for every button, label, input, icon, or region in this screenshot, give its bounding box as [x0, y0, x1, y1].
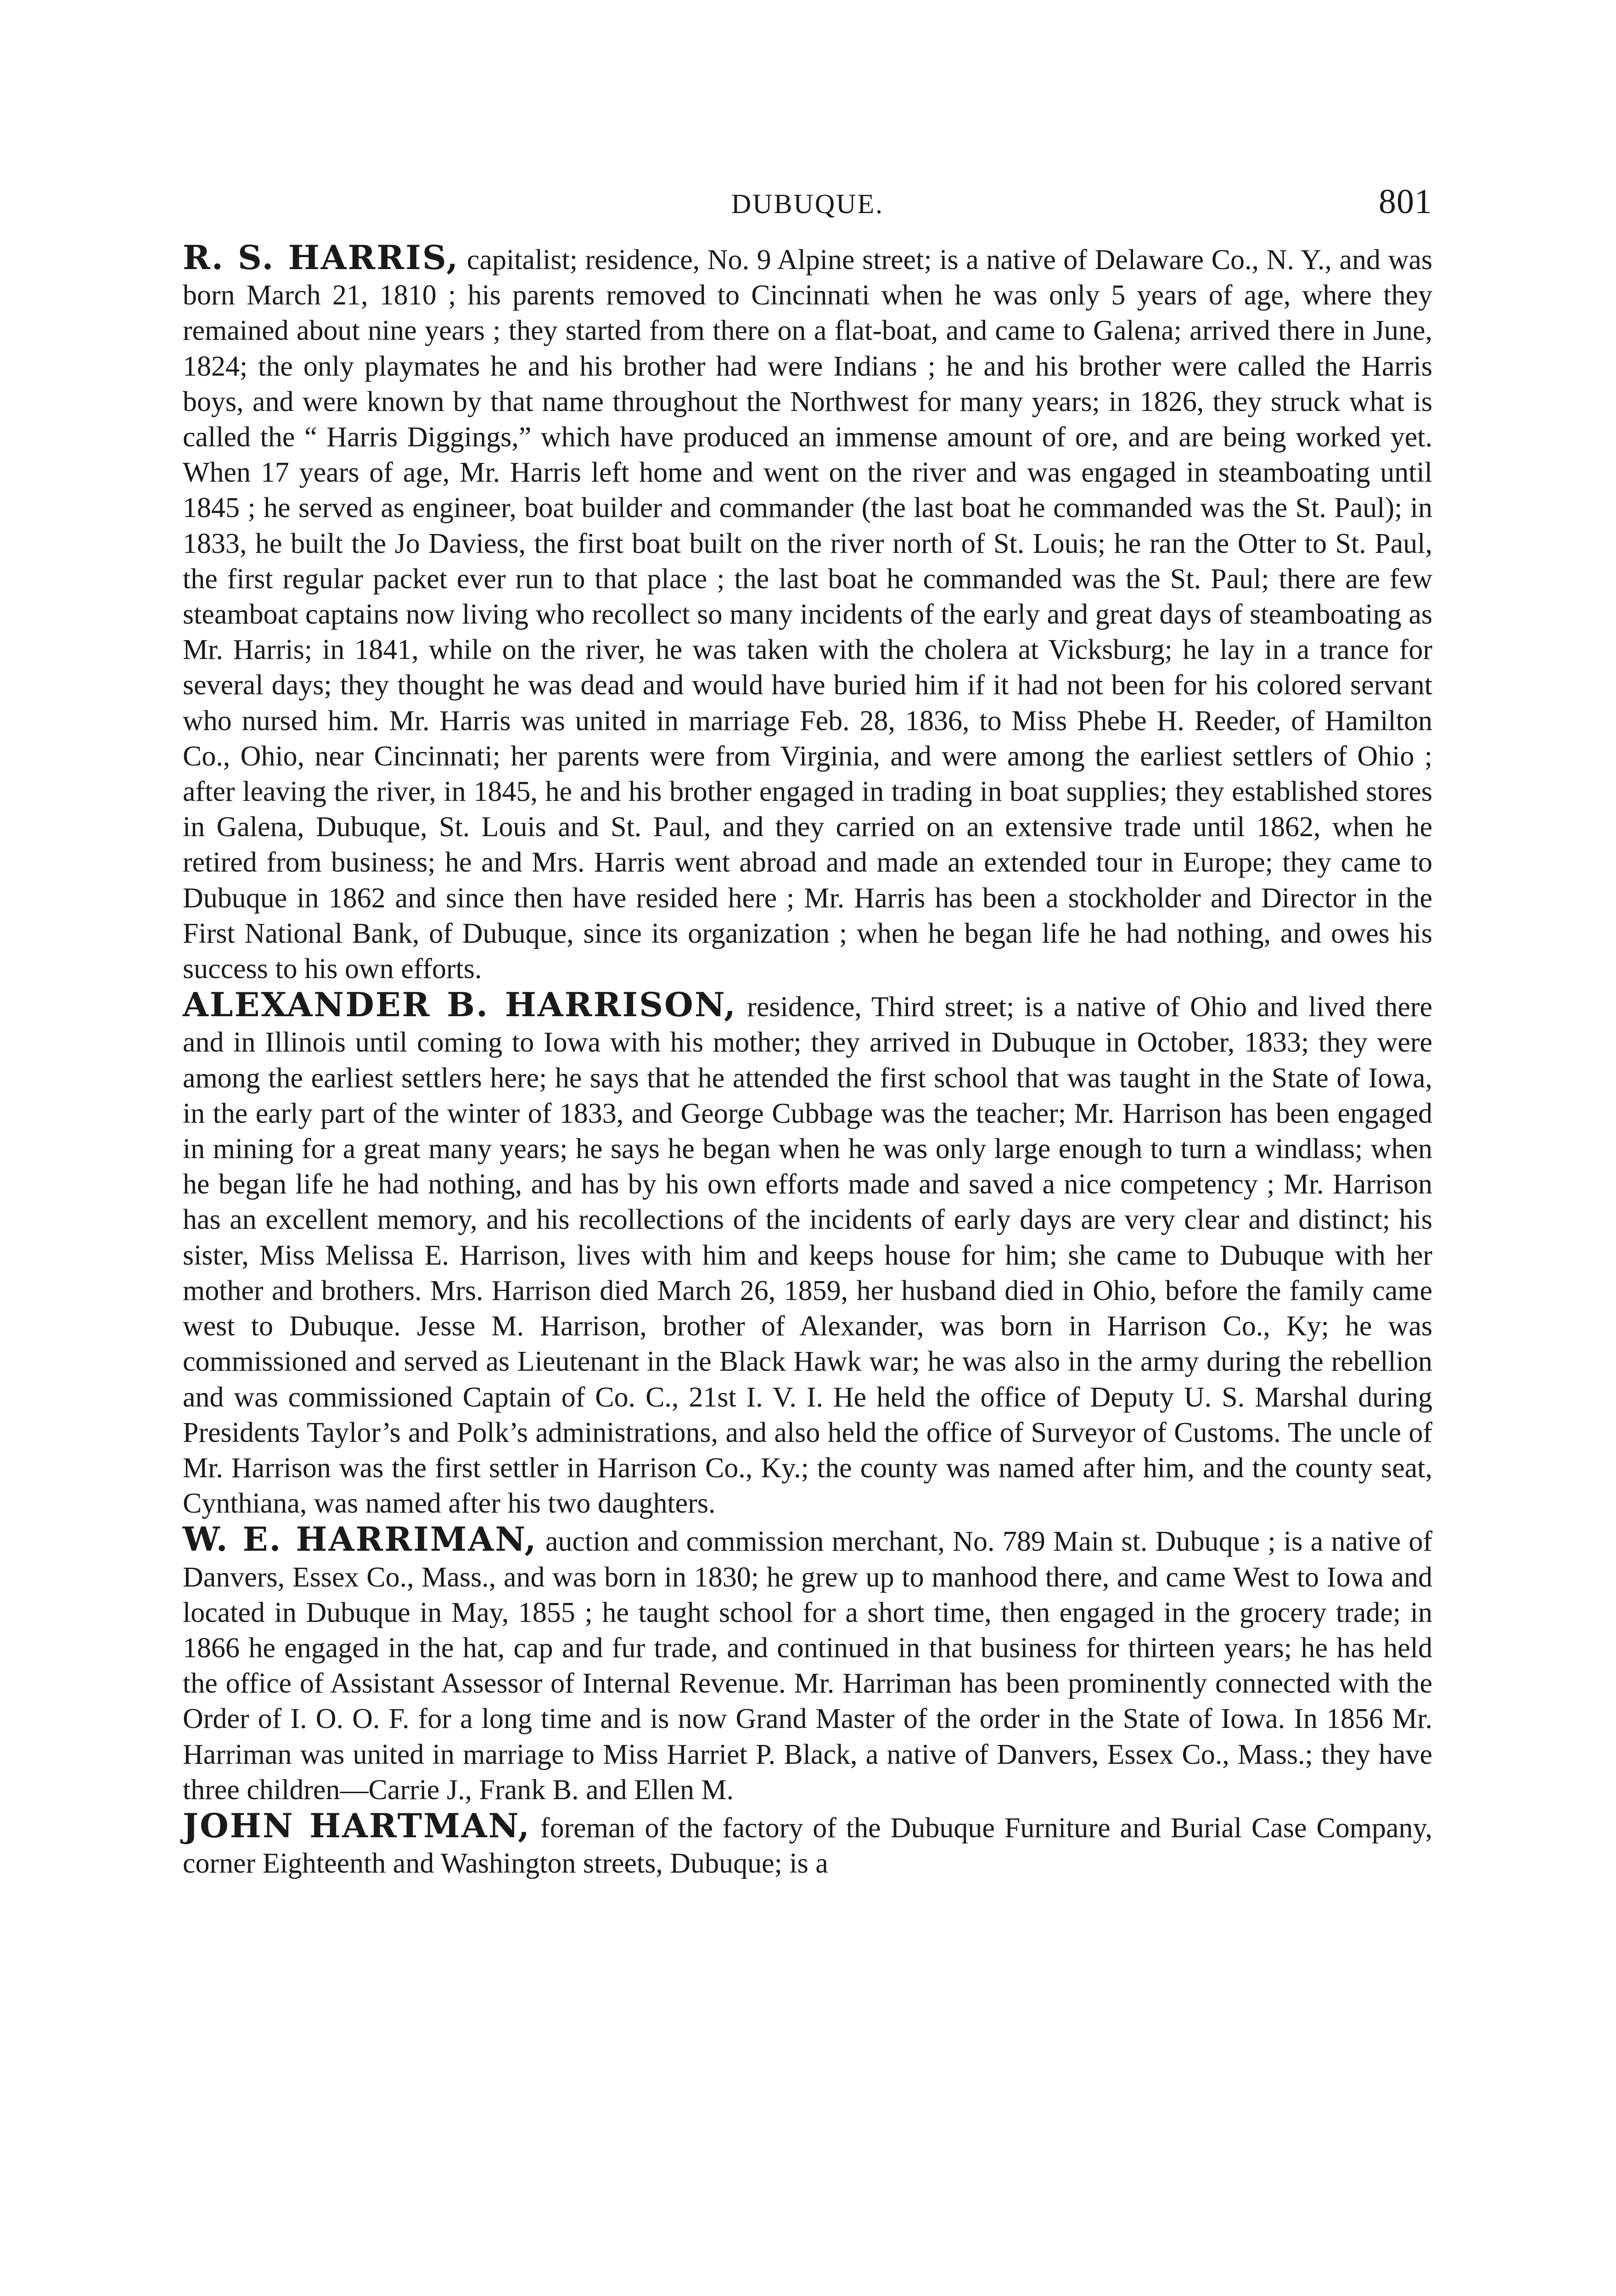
page	[183, 179, 1432, 1881]
biography-entry-harrison	[183, 987, 1432, 1521]
entry-text: foreman of the factory of the Dubuque Furniture and Burial Case Company, corner Eighteenth and Washington streets, Dubuque; is a	[183, 1812, 1432, 1880]
running-head	[183, 179, 1432, 230]
running-title: DUBUQUE.	[731, 189, 884, 219]
entry-name: JOHN HARTMAN,	[183, 1806, 531, 1845]
entry-name: R. S. HARRIS,	[183, 238, 460, 277]
biography-entry-harris	[183, 240, 1432, 987]
page-number: 801	[1379, 182, 1432, 221]
biography-entry-hartman	[183, 1808, 1432, 1881]
entry-text: residence, Third street; is a native of Ohio and lived there and in Illinois until coming to Iowa with his mother; they arrived in Dubuque in October, 1833; they were among the earliest settlers here; he says that he attended the first school that was taught in the State of Iowa, in the early part of the winter of 1833, and George Cubbage was the teacher; Mr. Harrison has been engaged in mining for a great many years; he says he began when he was only large enough to turn a windlass; when he began life he had nothing, and has by his own efforts made and saved a nice competency ; Mr. Harrison has an excellent memory, and his recollections of the incidents of early days are very clear and distinct; his sister, Miss Melissa E. Harrison, lives with him and keeps house for him; she came to Dubuque with her mother and brothers. Mrs. Harrison died March 26, 1859, her husband died in Ohio, before the family came west to Dubuque. Jesse M. Harrison, brother of Alexander, was born in Harrison Co., Ky; he was commissioned and served as Lieutenant in the Black Hawk war; he was also in the army during the rebellion and was commissioned Captain of Co. C., 21st I. V. I. He held the office of Deputy U. S. Marshal during Presidents Taylor’s and Polk’s administrations, and also held the office of Surveyor of Customs. The uncle of Mr. Harrison was the first settler in Harrison Co., Ky.; the county was named after him, and the county seat, Cynthiana, was named after his two daughters.	[183, 991, 1432, 1519]
entry-name: W. E. HARRIMAN,	[183, 1519, 538, 1559]
biography-entry-harriman	[183, 1521, 1432, 1808]
entry-text: capitalist; residence, No. 9 Alpine street; is a native of Delaware Co., N. Y., and was born March 21, 1810 ; his parents removed to Cincinnati when he was only 5 years of age, where they remained about nine years ; they started from there on a flat-boat, and came to Galena; arrived there in June, 1824; the only playmates he and his brother had were Indians ; he and his brother were called the Harris boys, and were known by that name throughout the Northwest for many years; in 1826, they struck what is called the “ Harris Diggings,” which have produced an immense amount of ore, and are being worked yet. When 17 years of age, Mr. Harris left home and went on the river and was engaged in steamboating until 1845 ; he served as engineer, boat builder and commander (the last boat he commanded was the St. Paul); in 1833, he built the Jo Daviess, the first boat built on the river north of St. Louis; he ran the Otter to St. Paul, the first regular packet ever run to that place ; the last boat he commanded was the St. Paul; there are few steamboat captains now living who recollect so many incidents of the early and great days of steamboating as Mr. Harris; in 1841, while on the river, he was taken with the cholera at Vicksburg; he lay in a trance for several days; they thought he was dead and would have buried him if it had not been for his colored servant who nursed him. Mr. Harris was united in marriage Feb. 28, 1836, to Miss Phebe H. Reeder, of Hamilton Co., Ohio, near Cincinnati; her parents were from Virginia, and were among the earliest settlers of Ohio ; after leaving the river, in 1845, he and his brother engaged in trading in boat supplies; they established stores in Galena, Dubuque, St. Louis and St. Paul, and they carried on an extensive trade until 1862, when he retired from business; he and Mrs. Harris went abroad and made an extended tour in Europe; they came to Dubuque in 1862 and since then have resided here ; Mr. Harris has been a stockholder and Director in the First National Bank, of Dubuque, since its organization ; when he began life he had nothing, and owes his success to his own efforts.	[183, 244, 1432, 985]
entry-name: ALEXANDER B. HARRISON,	[183, 985, 737, 1024]
entry-text: auction and commission merchant, No. 789 Main st. Dubuque ; is a native of Danvers, Essex Co., Mass., and was born in 1830; he grew up to manhood there, and came West to Iowa and located in Dubuque in May, 1855 ; he taught school for a short time, then engaged in the grocery trade; in 1866 he engaged in the hat, cap and fur trade, and continued in that business for thirteen years; he has held the office of Assistant Assessor of Internal Revenue. Mr. Harriman has been prominently connected with the Order of I. O. O. F. for a long time and is now Grand Master of the order in the State of Iowa. In 1856 Mr. Harriman was united in marriage to Miss Harriet P. Black, a native of Danvers, Essex Co., Mass.; they have three children—Carrie J., Frank B. and Ellen M.	[183, 1526, 1432, 1806]
